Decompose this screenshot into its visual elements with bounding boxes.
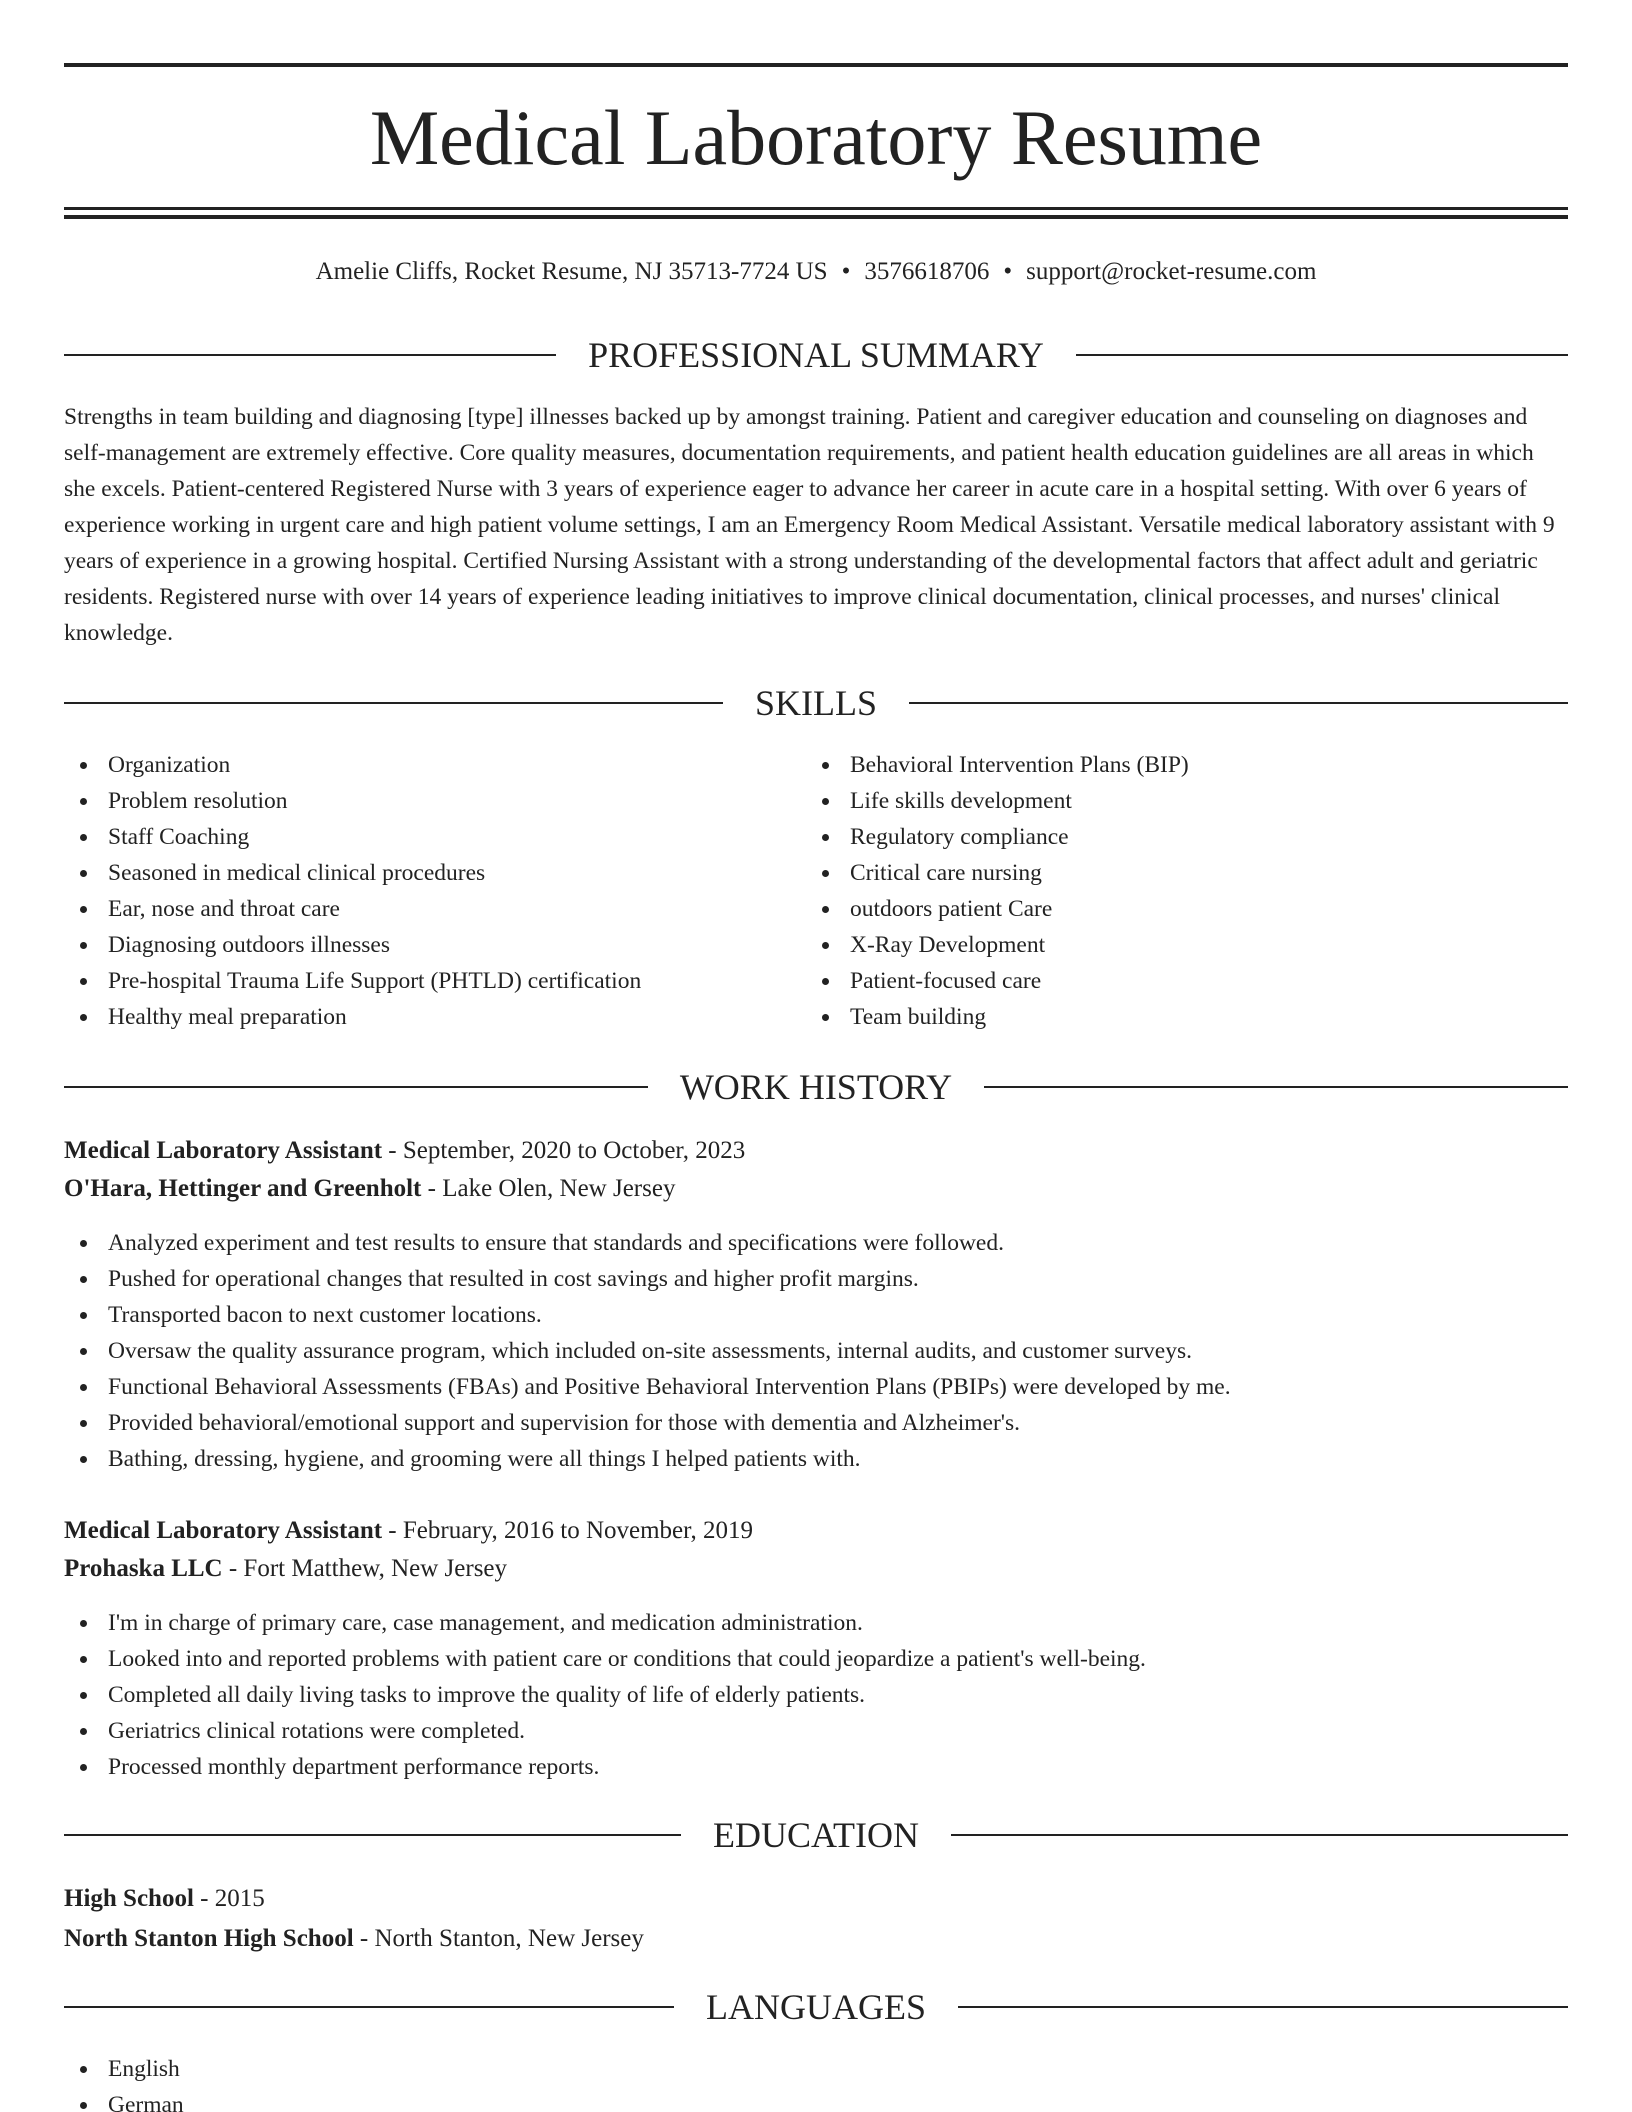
education-school: North Stanton High School — [64, 1925, 354, 1952]
job-dates: - September, 2020 to October, 2023 — [382, 1137, 746, 1164]
skill-text: Pre-hospital Trauma Life Support (PHTLD) certification — [108, 968, 642, 994]
skill-text: Problem resolution — [108, 788, 288, 814]
bullet-icon — [80, 1456, 87, 1463]
bullet-icon — [80, 1276, 87, 1283]
bullet-icon — [80, 942, 87, 949]
section-title: SKILLS — [755, 683, 878, 723]
education-degree: High School — [64, 1885, 194, 1912]
job-duty-text: Looked into and reported problems with patient care or conditions that could jeopardize a patient's well-being. — [108, 1646, 1146, 1672]
job-duty — [64, 1677, 1568, 1713]
resume-title: Medical Laboratory Resume — [369, 94, 1263, 181]
skill-item — [64, 927, 804, 963]
skill-item — [806, 855, 1566, 891]
bullet-icon — [822, 978, 829, 985]
job-title-line — [64, 1512, 1568, 1550]
job-duty-text: Processed monthly department performance reports. — [108, 1754, 600, 1780]
skill-item — [64, 963, 804, 999]
language-text: German — [108, 2092, 184, 2112]
section-rule-left — [64, 1834, 681, 1836]
job-duty — [64, 1641, 1568, 1677]
job-duty-text: Completed all daily living tasks to improve the quality of life of elderly patients. — [108, 1682, 866, 1708]
bullet-icon — [80, 978, 87, 985]
language-item — [64, 2087, 1568, 2112]
job-title: Medical Laboratory Assistant — [64, 1517, 383, 1544]
skill-text: outdoors patient Care — [850, 896, 1053, 922]
job-duty — [64, 1333, 1568, 1369]
skill-text: Critical care nursing — [850, 860, 1042, 886]
section-header-education — [64, 1813, 1568, 1857]
job-duty-text: Pushed for operational changes that resulted in cost savings and higher profit margins. — [108, 1266, 919, 1292]
job-duty — [64, 1605, 1568, 1641]
skill-item — [64, 783, 804, 819]
skill-text: Seasoned in medical clinical procedures — [108, 860, 486, 886]
skill-item — [64, 999, 804, 1035]
bullet-icon — [80, 834, 87, 841]
bullet-icon — [80, 1312, 87, 1319]
section-rule-right — [1076, 354, 1568, 356]
section-header-skills — [64, 681, 1568, 725]
job-duty — [64, 1405, 1568, 1441]
job-duty — [64, 1713, 1568, 1749]
bullet-icon — [80, 1692, 87, 1699]
section-rule-right — [984, 1086, 1568, 1088]
bullet-icon — [822, 1014, 829, 1021]
bullet-icon — [80, 1014, 87, 1021]
section-rule-left — [64, 2006, 674, 2008]
section-title: EDUCATION — [713, 1815, 919, 1855]
job-employer: O'Hara, Hettinger and Greenholt — [64, 1175, 422, 1202]
job-location: - Fort Matthew, New Jersey — [222, 1555, 508, 1582]
language-item — [64, 2051, 1568, 2087]
section-rule-right — [951, 1834, 1568, 1836]
bullet-icon — [80, 1764, 87, 1771]
job-duty — [64, 1369, 1568, 1405]
job-employer: Prohaska LLC — [64, 1555, 223, 1582]
bullet-icon — [80, 870, 87, 877]
job-duty-text: Provided behavioral/emotional support and supervision for those with dementia and Alzheimer's. — [108, 1410, 1021, 1436]
job-duty-text: Transported bacon to next customer locations. — [108, 1302, 542, 1328]
job-duties-list — [64, 1605, 1568, 1785]
job-duty — [64, 1261, 1568, 1297]
contact-address: Amelie Cliffs, Rocket Resume, NJ 35713-7724 US — [315, 258, 828, 285]
skill-text: X-Ray Development — [850, 932, 1046, 958]
skill-text: Life skills development — [850, 788, 1072, 814]
skill-item — [806, 747, 1566, 783]
skill-item — [64, 891, 804, 927]
header-bottom-rule-upper — [64, 207, 1568, 210]
bullet-icon — [822, 762, 829, 769]
job-duty-text: I'm in charge of primary care, case management, and medication administration. — [108, 1610, 863, 1636]
bullet-icon — [822, 870, 829, 877]
job-title: Medical Laboratory Assistant — [64, 1137, 383, 1164]
section-title: WORK HISTORY — [679, 1067, 953, 1107]
contact-phone: 3576618706 — [864, 258, 990, 285]
skill-text: Healthy meal preparation — [108, 1004, 347, 1030]
section-title: PROFESSIONAL SUMMARY — [588, 335, 1044, 375]
contact-email: support@rocket-resume.com — [1026, 258, 1317, 285]
bullet-icon — [822, 942, 829, 949]
skill-item — [806, 891, 1566, 927]
job-duty-text: Analyzed experiment and test results to ensure that standards and specifications were followed. — [108, 1230, 1004, 1256]
skill-text: Patient-focused care — [850, 968, 1042, 994]
bullet-icon — [80, 1240, 87, 1247]
contact-line — [64, 255, 1568, 289]
skill-item — [806, 783, 1566, 819]
bullet-icon — [80, 1620, 87, 1627]
skill-text: Ear, nose and throat care — [108, 896, 340, 922]
job-location: - Lake Olen, New Jersey — [421, 1175, 676, 1202]
bullet-icon — [822, 798, 829, 805]
job-duty-text: Functional Behavioral Assessments (FBAs) and Positive Behavioral Intervention Plans (PBIPs) were developed by me. — [108, 1374, 1231, 1400]
section-header-summary — [64, 333, 1568, 377]
education-school-line — [64, 1920, 1568, 1958]
skill-item — [806, 927, 1566, 963]
bullet-icon — [80, 798, 87, 805]
bullet-icon — [80, 762, 87, 769]
education-location: - North Stanton, New Jersey — [353, 1925, 644, 1952]
job-title-line — [64, 1132, 1568, 1170]
bullet-icon — [80, 2102, 87, 2109]
skill-text: Regulatory compliance — [850, 824, 1069, 850]
contact-separator: • — [1003, 258, 1013, 285]
summary-paragraph: Strengths in team building and diagnosing [type] illnesses backed up by amongst training. Patient and caregiver education and counseling on diagnoses and self-management are extremely effective. Core quality measures, documentation requirements, and patient health education guidelines are all areas in which she excels. Patient-centered Registered Nurse with 3 years of experience eager to advance her career in acute care in a hospital setting. With over 6 years of experience working in urgent care and high patient volume settings, I am an Emergency Room Medical Assistant. Versatile medical laboratory assistant with 9 years of experience in a growing hospital. Certified Nursing Assistant with a strong understanding of the developmental factors that affect adult and geriatric residents. Registered nurse with over 14 years of experience leading initiatives to improve clinical documentation, clinical processes, and nurses' clinical knowledge. — [64, 404, 1555, 646]
bullet-icon — [80, 1384, 87, 1391]
bullet-icon — [80, 1348, 87, 1355]
education-year: - 2015 — [193, 1885, 265, 1912]
bullet-icon — [80, 1728, 87, 1735]
job-duty — [64, 1441, 1568, 1477]
skill-item — [806, 819, 1566, 855]
skill-item — [64, 855, 804, 891]
skill-text: Team building — [850, 1004, 987, 1030]
skill-text: Diagnosing outdoors illnesses — [108, 932, 390, 958]
job-employer-line — [64, 1170, 1568, 1208]
skill-text: Organization — [108, 752, 231, 778]
skill-item — [64, 819, 804, 855]
bullet-icon — [822, 906, 829, 913]
header-top-rule — [64, 63, 1568, 67]
skill-text: Behavioral Intervention Plans (BIP) — [850, 752, 1189, 778]
header-bottom-rule-lower — [64, 215, 1568, 219]
skill-item — [806, 963, 1566, 999]
language-text: English — [108, 2056, 180, 2082]
skill-item — [64, 747, 804, 783]
section-title: LANGUAGES — [706, 1987, 926, 2027]
languages-list — [64, 2051, 1568, 2112]
job-duty — [64, 1749, 1568, 1785]
job-employer-line — [64, 1550, 1568, 1588]
job-duty-text: Bathing, dressing, hygiene, and grooming were all things I helped patients with. — [108, 1446, 861, 1472]
education-degree-line — [64, 1880, 1568, 1918]
job-duty — [64, 1225, 1568, 1261]
section-rule-left — [64, 354, 556, 356]
bullet-icon — [80, 1420, 87, 1427]
skill-text: Staff Coaching — [108, 824, 250, 850]
section-rule-right — [958, 2006, 1568, 2008]
job-duty-text: Oversaw the quality assurance program, which included on-site assessments, internal audits, and customer surveys. — [108, 1338, 1192, 1364]
job-duties-list — [64, 1225, 1568, 1477]
contact-separator: • — [841, 258, 851, 285]
job-dates: - February, 2016 to November, 2019 — [382, 1517, 753, 1544]
job-duty-text: Geriatrics clinical rotations were completed. — [108, 1718, 525, 1744]
section-rule-right — [909, 702, 1568, 704]
job-duty — [64, 1297, 1568, 1333]
skill-item — [806, 999, 1566, 1035]
skills-list-left — [64, 747, 804, 1035]
section-header-languages — [64, 1985, 1568, 2029]
bullet-icon — [80, 1656, 87, 1663]
section-rule-left — [64, 702, 723, 704]
section-rule-left — [64, 1086, 648, 1088]
bullet-icon — [80, 906, 87, 913]
bullet-icon — [80, 2066, 87, 2073]
skills-list-right — [806, 747, 1566, 1035]
bullet-icon — [822, 834, 829, 841]
section-header-work — [64, 1065, 1568, 1109]
